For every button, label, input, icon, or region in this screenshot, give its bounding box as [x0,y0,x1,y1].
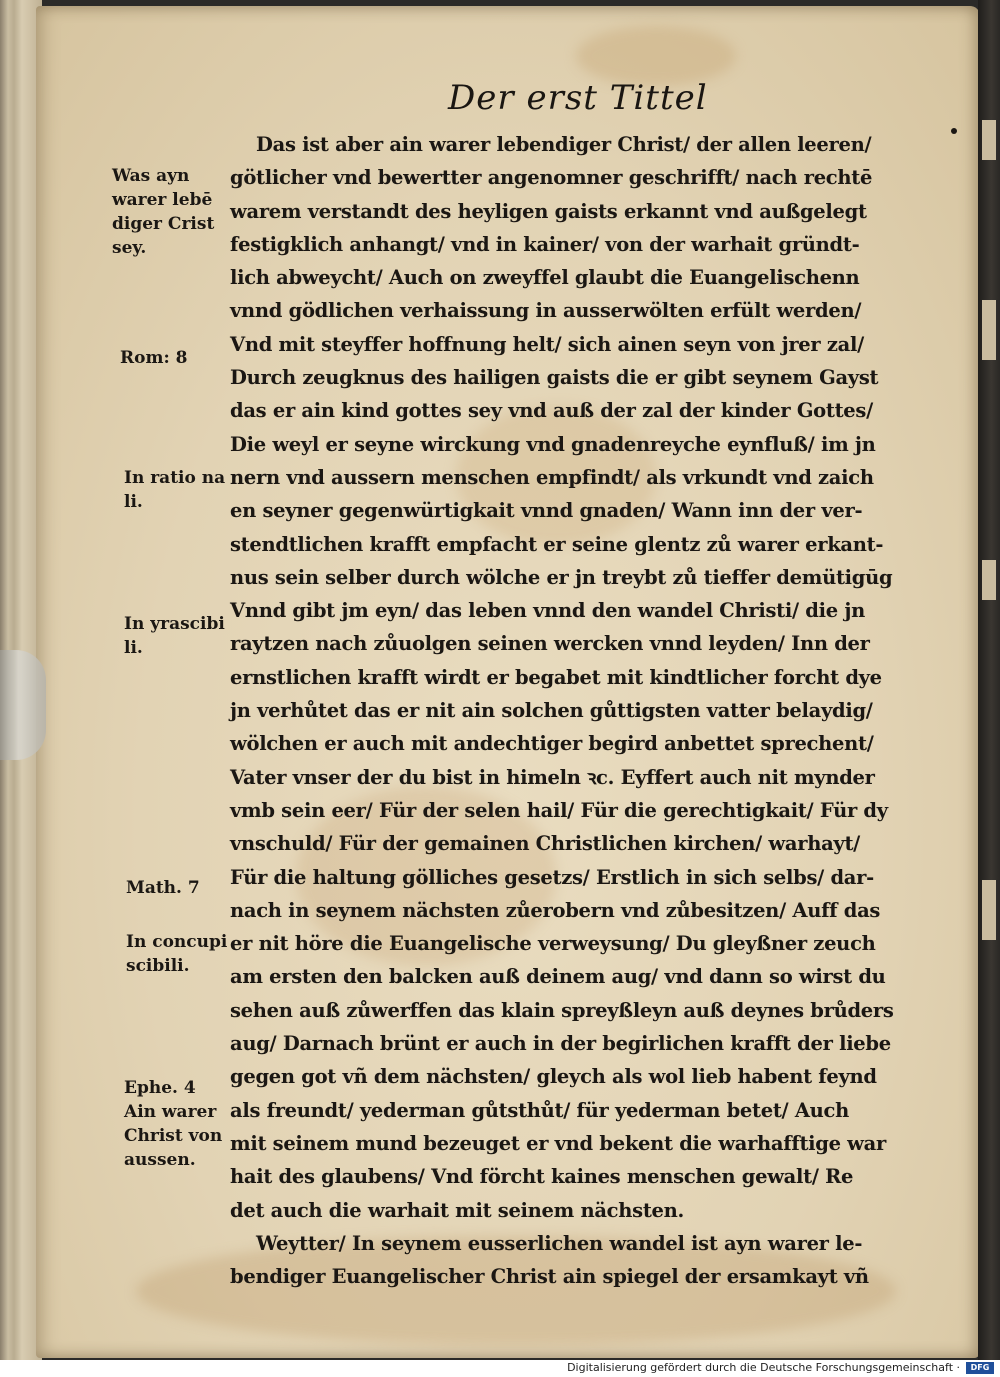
text-line: lich abweycht/ Auch on zweyffel glaubt die Euangelischenn [230,266,860,290]
text-line: wölchen er auch mit andechtiger begird anbettet sprechent/ [230,732,874,756]
text-line: götlicher vnd bewertter angenomner geschrifft/ nach rechtē [230,166,873,190]
text-line: Das ist aber ain warer lebendiger Christ/ der allen leeren/ [256,133,872,156]
text-line: aug/ Darnach brünt er auch in der begirlichen krafft der liebe [230,1032,891,1056]
text-line: mit seinem mund bezeuget er vnd bekent die warhafftige war [230,1131,886,1155]
text-line: Für die haltung gölliches gesetzs/ Erstlich in sich selbs/ dar- [230,865,874,889]
margin-note: Math. 7 [126,878,200,898]
text-line: Durch zeugknus des hailigen gaists die er gibt seynem Gayst [230,366,879,390]
text-line: Vnd mit steyffer hoffnung helt/ sich ainen seyn von jrer zal/ [230,332,864,356]
text-line: er nit höre die Euangelische verweysung/ Du gleyßner zeuch [230,932,876,956]
page-edge-mark [982,120,996,160]
text-line: det auch die warhait mit seinem nächsten. [230,1198,684,1222]
text-line: warem verstandt des heyligen gaists erkannt vnd außgelegt [230,199,867,223]
margin-note: Rom: 8 [120,348,188,368]
margin-note: In ratio na li. [124,468,226,512]
body-text [230,128,950,1293]
text-line: Die weyl er seyne wirckung vnd gnadenreyche eynfluß/ im jn [230,432,876,456]
page-clip [0,650,46,760]
text-line: Weytter/ In seynem eusserlichen wandel ist ayn warer le- [256,1231,863,1255]
adjacent-page-edge [978,0,1000,1360]
text-line: en seyner gegenwürtigkait vnnd gnaden/ Wann inn der ver- [230,499,863,523]
margin-note: Was ayn warer lebē diger Crist sey. [112,166,215,258]
dfg-logo: DFG [966,1362,994,1374]
text-line: bendiger Euangelischer Christ ain spiegel der ersamkayt vñ [230,1265,869,1289]
text-line: das er ain kind gottes sey vnd auß der zal der kinder Gottes/ [230,399,873,423]
text-line: jn verhůtet das er nit ain solchen gůttigsten vatter belaydig/ [230,699,873,723]
margin-note: Ephe. 4 Ain warer Christ von aussen. [124,1078,223,1170]
funding-note: Digitalisierung gefördert durch die Deutsche Forschungsgemeinschaft · [567,1361,960,1374]
text-line: nern vnd aussern menschen empfindt/ als vrkundt vnd zaich [230,465,874,489]
text-line: sehen auß zůwerffen das klain spreyßleyn auß deynes brůders [230,998,894,1022]
text-line: am ersten den balcken auß deinem aug/ vnd dann so wirst du [230,965,886,989]
text-line: gegen got vñ dem nächsten/ gleych als wol lieb habent feynd [230,1065,877,1089]
footer-bar [0,1360,1000,1377]
text-line: ernstlichen krafft wirdt er begabet mit kindtlicher forcht dye [230,665,882,689]
text-line: raytzen nach zůuolgen seinen wercken vnnd leyden/ Inn der [230,632,870,656]
paper-stain [576,26,736,86]
text-line: Vater vnser der du bist in himeln ꝛc. Eyffert auch nit mynder [230,765,875,789]
page-heading: Der erst Tittel [448,78,708,118]
text-line: nus sein selber durch wölche er jn treybt zů tieffer demütigūg [230,565,893,589]
page-edge-mark [982,880,996,940]
text-line: vnnd gödlichen verhaissung in ausserwölten erfült werden/ [230,299,862,323]
text-line: vnschuld/ Für der gemainen Christlichen kirchen/ warhayt/ [230,832,860,856]
text-line: Vnnd gibt jm eyn/ das leben vnnd den wandel Christi/ die jn [230,599,865,623]
margin-note: In yrascibi li. [124,614,225,658]
text-line: vmb sein eer/ Für der selen hail/ Für die gerechtigkait/ Für dy [230,798,888,822]
page-edge-mark [982,560,996,600]
margin-dot [951,128,957,134]
page-edge-mark [982,300,996,360]
margin-note: In concupi scibili. [126,932,228,976]
text-line: festigklich anhangt/ vnd in kainer/ von der warhait gründt- [230,232,860,256]
text-line: nach in seynem nächsten zůerobern vnd zůbesitzen/ Auff das [230,898,881,922]
text-line: als freundt/ yederman gůtsthůt/ für yederman betet/ Auch [230,1098,849,1122]
text-line: stendtlichen krafft empfacht er seine glentz zů warer erkant- [230,532,884,556]
text-line: hait des glaubens/ Vnd förcht kaines menschen gewalt/ Re [230,1165,854,1189]
